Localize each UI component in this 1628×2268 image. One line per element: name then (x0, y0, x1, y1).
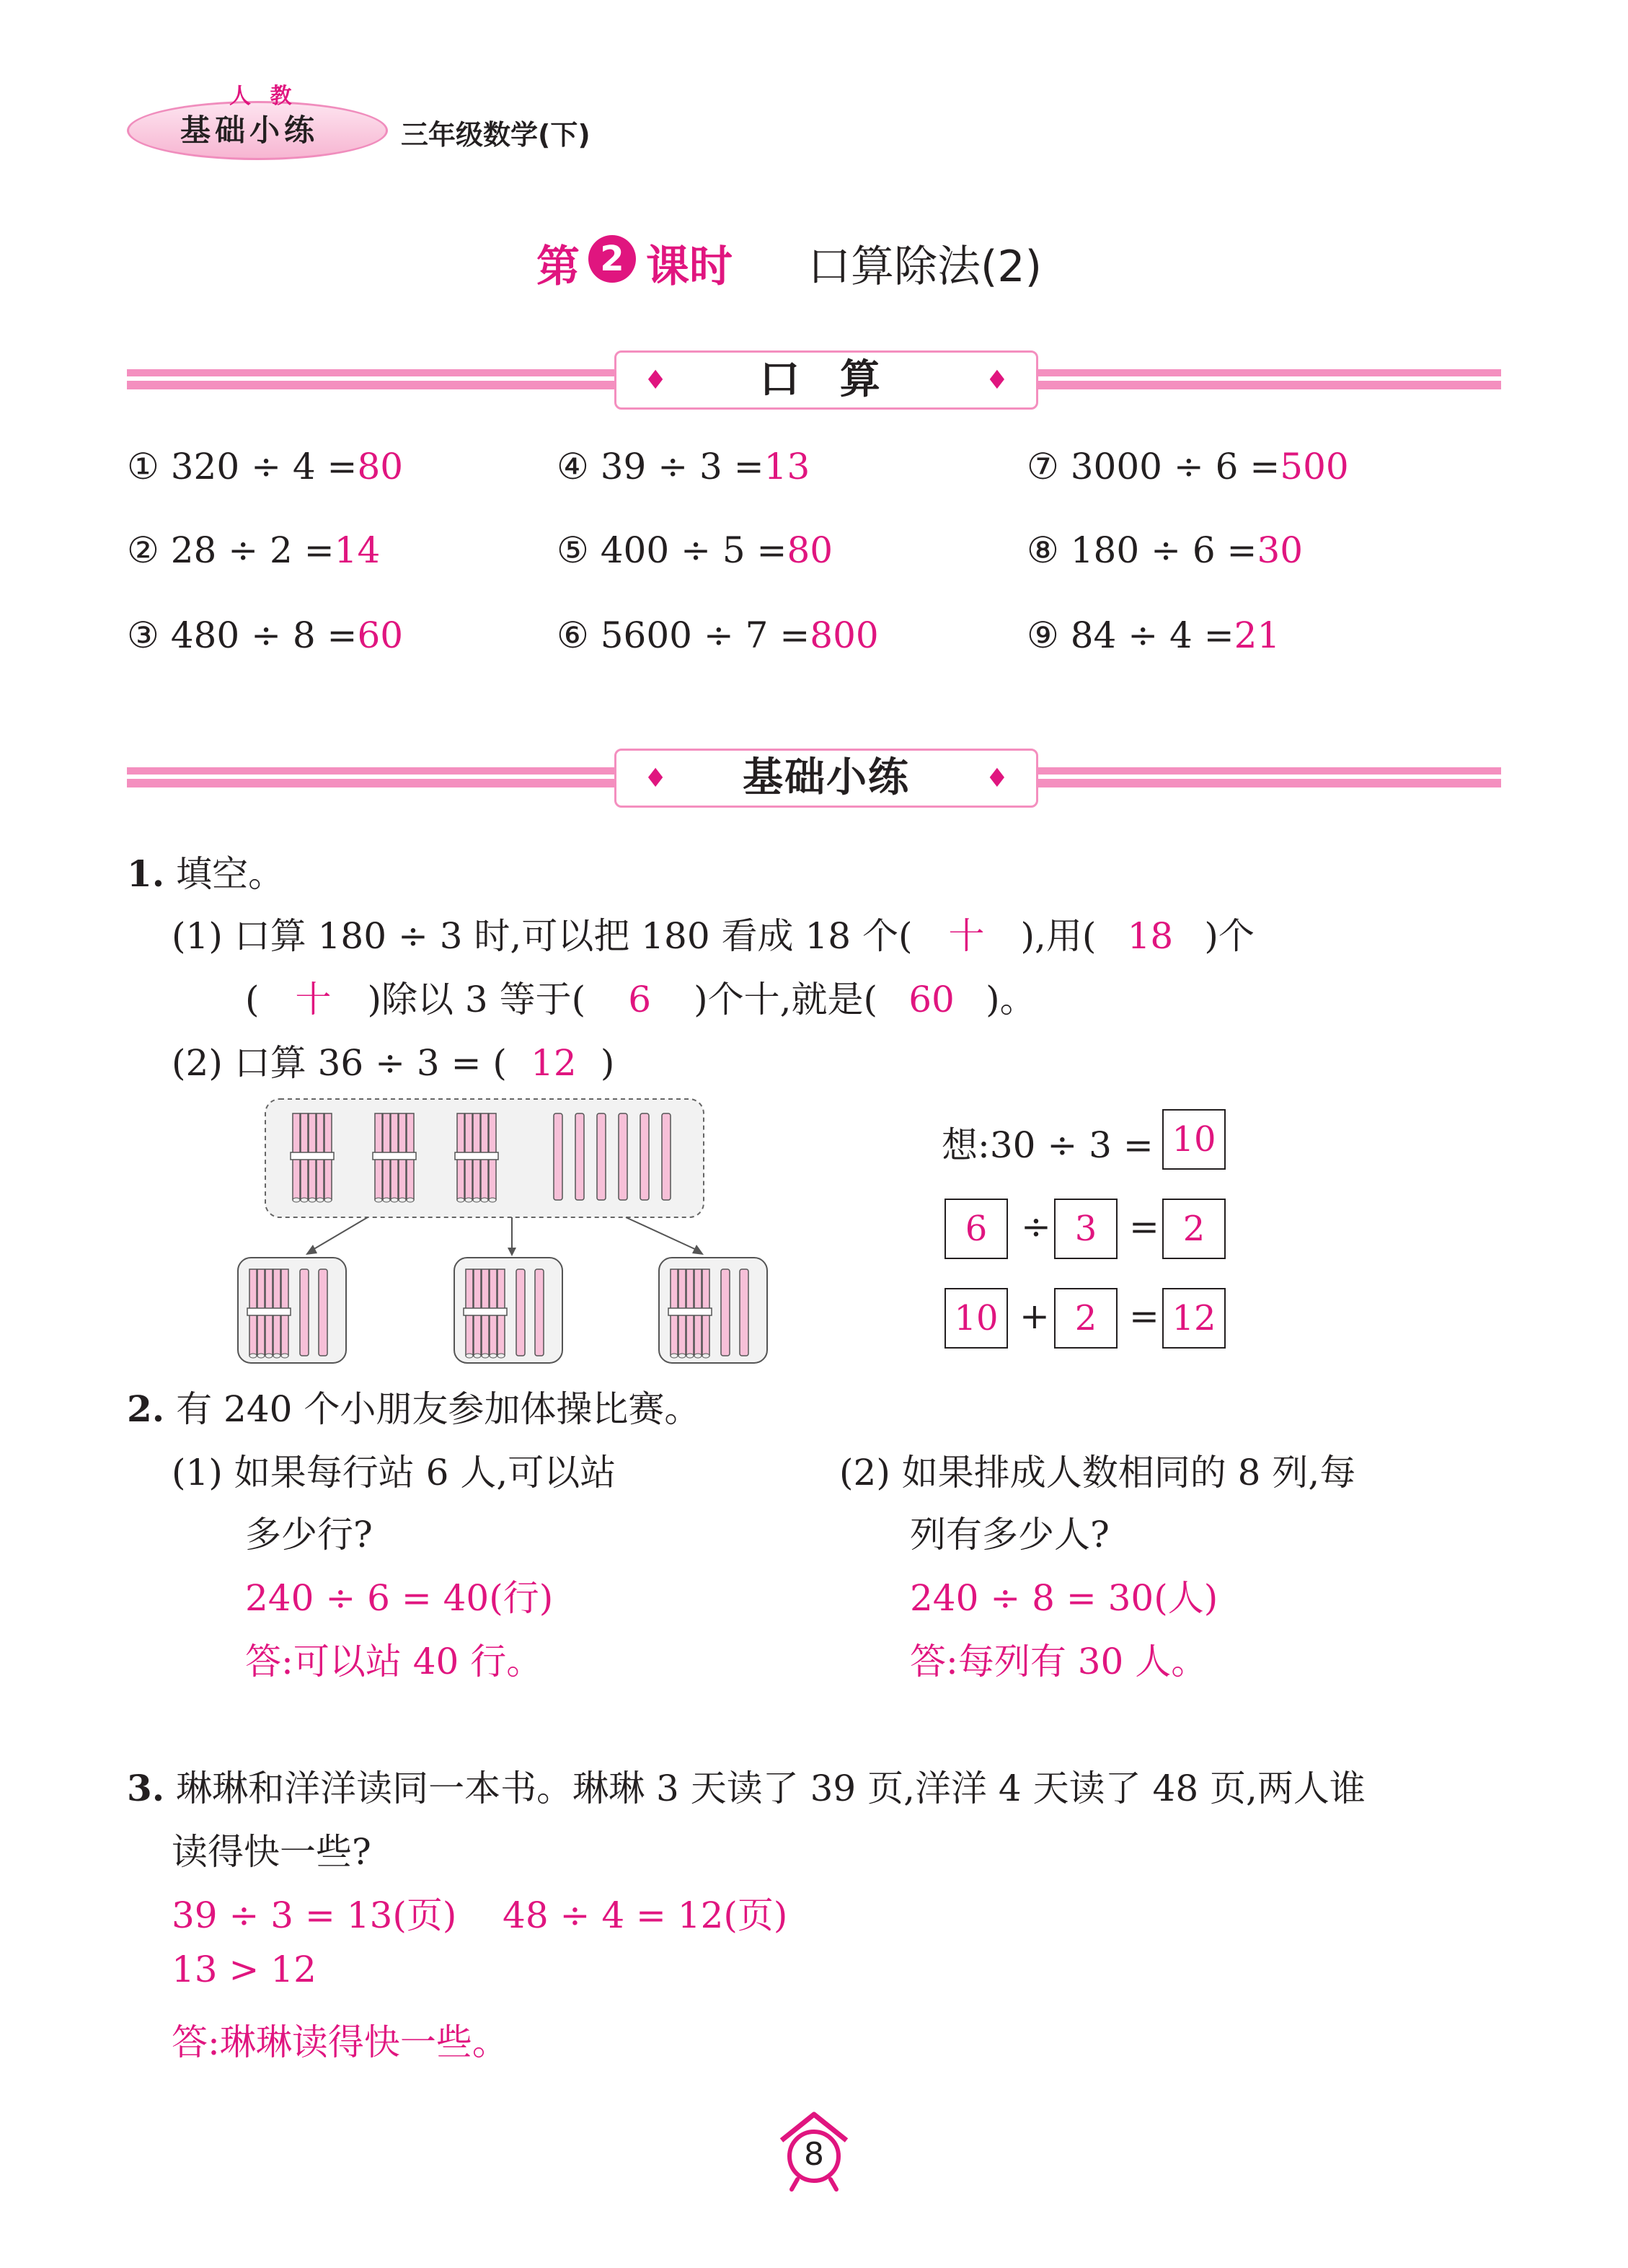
answer: 800 (810, 614, 879, 656)
operator: = (1129, 1295, 1159, 1337)
diamond-icon: ♦ (985, 366, 1009, 395)
section-banner-oral (614, 350, 1038, 410)
answer: 21 (1234, 614, 1280, 656)
q3-line1: 3. 琳琳和洋洋读同一本书。琳琳 3 天读了 39 页,洋洋 4 天读了 48 页,两人谁 (127, 1767, 1366, 1809)
section-title-oral: 口 算 (759, 356, 893, 403)
series-logo-text: 基础小练 (180, 112, 319, 148)
think-box: 6 (944, 1199, 1008, 1259)
q2-part2-equation: 240 ÷ 8 = 30(人) (910, 1577, 1218, 1619)
think-box: 10 (944, 1288, 1008, 1349)
oral-item-3: ③ 480 ÷ 8 =60 (127, 614, 404, 656)
think-box: 2 (1162, 1199, 1226, 1259)
diamond-icon: ♦ (985, 764, 1009, 793)
oral-item-8: ⑧ 180 ÷ 6 =30 (1027, 529, 1304, 571)
oral-item-7: ⑦ 3000 ÷ 6 =500 (1027, 446, 1349, 487)
section-title-basic: 基础小练 (743, 754, 910, 801)
q2-part1-equation: 240 ÷ 6 = 40(行) (245, 1577, 554, 1619)
blank-answer: 6 (628, 979, 652, 1020)
blank-answer: 12 (531, 1042, 577, 1084)
q2-part1-answer: 答:可以站 40 行。 (245, 1641, 543, 1682)
lesson-title: 口算除法(2) (808, 242, 1042, 292)
q1-part2-line: (2) 口算 36 ÷ 3 = ( 12 ) (172, 1042, 615, 1084)
operator: + (1019, 1295, 1050, 1337)
answer: 500 (1280, 446, 1349, 487)
answer: 14 (334, 529, 381, 571)
operator: = (1129, 1206, 1159, 1248)
q1-heading: 1. 填空。 (127, 852, 285, 895)
q2-part2-line2: 列有多少人? (910, 1514, 1110, 1556)
oral-item-2: ② 28 ÷ 2 =14 (127, 529, 381, 571)
lesson-prefix: 第 (536, 242, 580, 292)
answer: 30 (1257, 529, 1304, 571)
oral-item-5: ⑤ 400 ÷ 5 =80 (557, 529, 833, 571)
q3-comparison: 13 > 12 (172, 1949, 317, 1990)
blank-answer: 十 (295, 979, 332, 1020)
operator: ÷ (1021, 1206, 1051, 1248)
diamond-icon: ♦ (644, 366, 668, 395)
grade-label: 三年级数学(下) (401, 119, 590, 151)
oral-item-9: ⑨ 84 ÷ 4 =21 (1027, 614, 1280, 656)
think-box: 3 (1054, 1199, 1118, 1259)
oral-item-6: ⑥ 5600 ÷ 7 =800 (557, 614, 879, 656)
think-box-result: 10 (1162, 1109, 1226, 1170)
diamond-icon: ♦ (644, 764, 668, 793)
answer: 80 (787, 529, 833, 571)
think-box: 12 (1162, 1288, 1226, 1349)
think-label: 想:30 ÷ 3 = (942, 1124, 1154, 1166)
q1-part1-line1: (1) 口算 180 ÷ 3 时,可以把 180 看成 18 个( 十 ),用( 18 )个 (172, 907, 1255, 959)
lesson-suffix: 课时 (646, 242, 733, 292)
lesson-number-badge: 2 (588, 235, 636, 283)
q2-heading: 2. 有 240 个小朋友参加体操比赛。 (127, 1387, 701, 1430)
publisher-label: 人 教 (229, 84, 298, 109)
q3-equations: 39 ÷ 3 = 13(页) 48 ÷ 4 = 12(页) (172, 1894, 788, 1936)
blank-answer: 18 (1127, 915, 1174, 957)
q3-answer: 答:琳琳读得快一些。 (172, 2021, 508, 2063)
section-banner-basic (614, 749, 1038, 808)
q2-part2-answer: 答:每列有 30 人。 (910, 1641, 1208, 1682)
answer: 80 (357, 446, 404, 487)
q1-part1-line2: ( 十 )除以 3 等于( 6 )个十,就是( 60 )。 (245, 971, 1036, 1023)
think-box: 2 (1054, 1288, 1118, 1349)
q2-part1-line2: 多少行? (245, 1514, 373, 1556)
blank-answer: 十 (948, 915, 985, 957)
q2-part1-line1: (1) 如果每行站 6 人,可以站 (172, 1452, 616, 1493)
blank-answer: 60 (908, 979, 955, 1020)
answer: 13 (764, 446, 810, 487)
answer: 60 (357, 614, 404, 656)
q3-line2: 读得快一些? (172, 1831, 371, 1873)
oral-item-1: ① 320 ÷ 4 =80 (127, 446, 404, 487)
q2-part2-line1: (2) 如果排成人数相同的 8 列,每 (839, 1452, 1356, 1493)
page-number: 8 (804, 2136, 824, 2173)
sticks-bundle-illustration (231, 1093, 793, 1367)
oral-item-4: ④ 39 ÷ 3 =13 (557, 446, 810, 487)
